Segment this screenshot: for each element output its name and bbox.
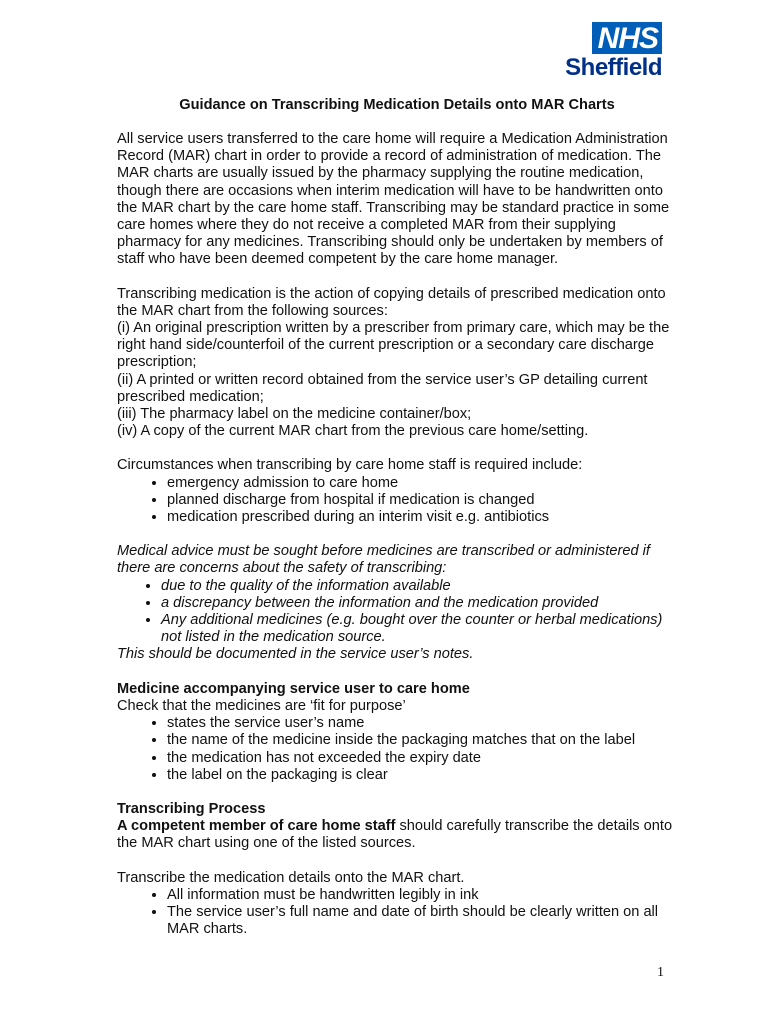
accompanying-heading: Medicine accompanying service user to care home bbox=[117, 680, 470, 697]
accompanying-list bbox=[117, 715, 677, 784]
process-list bbox=[117, 887, 677, 939]
source-item: (i) An original prescription written by a prescriber from primary care, which may be the right hand side/counterfoil of the current prescription or a secondary care discharge prescription; bbox=[117, 320, 670, 371]
list-item: • the label on the packaging is clear bbox=[167, 767, 677, 784]
list-item: • All information must be handwritten legibly in ink bbox=[167, 887, 677, 904]
circumstances-lead: Circumstances when transcribing by care home staff is required include: bbox=[117, 457, 583, 474]
circumstances-list bbox=[117, 475, 677, 527]
advice-lead: Medical advice must be sought before medicines are transcribed or administered if there are concerns about the safety of transcribing: bbox=[117, 543, 650, 577]
list-item: • The service user’s full name and date of birth should be clearly written on all MAR charts. bbox=[167, 904, 677, 938]
advice-list bbox=[117, 578, 677, 647]
source-item: (iii) The pharmacy label on the medicine container/box; bbox=[117, 406, 472, 423]
list-item: • planned discharge from hospital if medication is changed bbox=[167, 492, 677, 509]
definition-lead: Transcribing medication is the action of copying details of prescribed medication onto the MAR chart from the following sources: bbox=[117, 285, 666, 319]
process-lead: Transcribe the medication details onto the MAR chart. bbox=[117, 869, 465, 886]
intro-paragraph: All service users transferred to the care home will require a Medication Administration Record (MAR) chart in order to provide a record of administration of medication. The MAR charts are usually issued by the pharmacy supplying the routine medication, though there are occasions when interim medication will have to be handwritten onto the MAR chart by the care home staff. Transcribing may be standard practice in some care homes where they do not receive a completed MAR from their supplying pharmacy for any medicines. Transcribing should only be undertaken by members of staff who have been deemed competent by the care home manager. bbox=[117, 131, 670, 268]
page-number: 1 bbox=[657, 965, 664, 980]
process-paragraph bbox=[117, 818, 677, 852]
list-item: • emergency admission to care home bbox=[167, 475, 677, 492]
list-item: • due to the quality of the information available bbox=[161, 578, 677, 595]
nhs-sheffield-logo bbox=[542, 22, 662, 81]
list-item: • the name of the medicine inside the packaging matches that on the label bbox=[167, 732, 677, 749]
list-item: • a discrepancy between the information and the medication provided bbox=[161, 595, 677, 612]
accompanying-lead: Check that the medicines are ‘fit for purpose’ bbox=[117, 697, 406, 714]
source-item: (iv) A copy of the current MAR chart from the previous care home/setting. bbox=[117, 423, 589, 440]
page-title: Guidance on Transcribing Medication Details onto MAR Charts bbox=[179, 97, 615, 113]
list-item: • states the service user’s name bbox=[167, 715, 677, 732]
list-item: • Any additional medicines (e.g. bought over the counter or herbal medications) not listed in the medication source. bbox=[161, 612, 677, 646]
process-heading: Transcribing Process bbox=[117, 800, 266, 817]
nhs-logo-box: NHS bbox=[592, 22, 662, 54]
source-item: (ii) A printed or written record obtained from the service user’s GP detailing current prescribed medication; bbox=[117, 371, 648, 405]
medical-advice-section bbox=[117, 543, 677, 663]
list-item: • the medication has not exceeded the expiry date bbox=[167, 750, 677, 767]
advice-footer: This should be documented in the service user’s notes. bbox=[117, 646, 474, 663]
process-bold-lead: A competent member of care home staff bbox=[117, 818, 396, 835]
list-item: • medication prescribed during an interim visit e.g. antibiotics bbox=[167, 509, 677, 526]
sheffield-logo-text: Sheffield bbox=[565, 54, 662, 81]
document-body bbox=[117, 97, 677, 938]
process-text: should carefully transcribe the details onto the MAR chart using one of the listed sources. bbox=[117, 818, 673, 852]
